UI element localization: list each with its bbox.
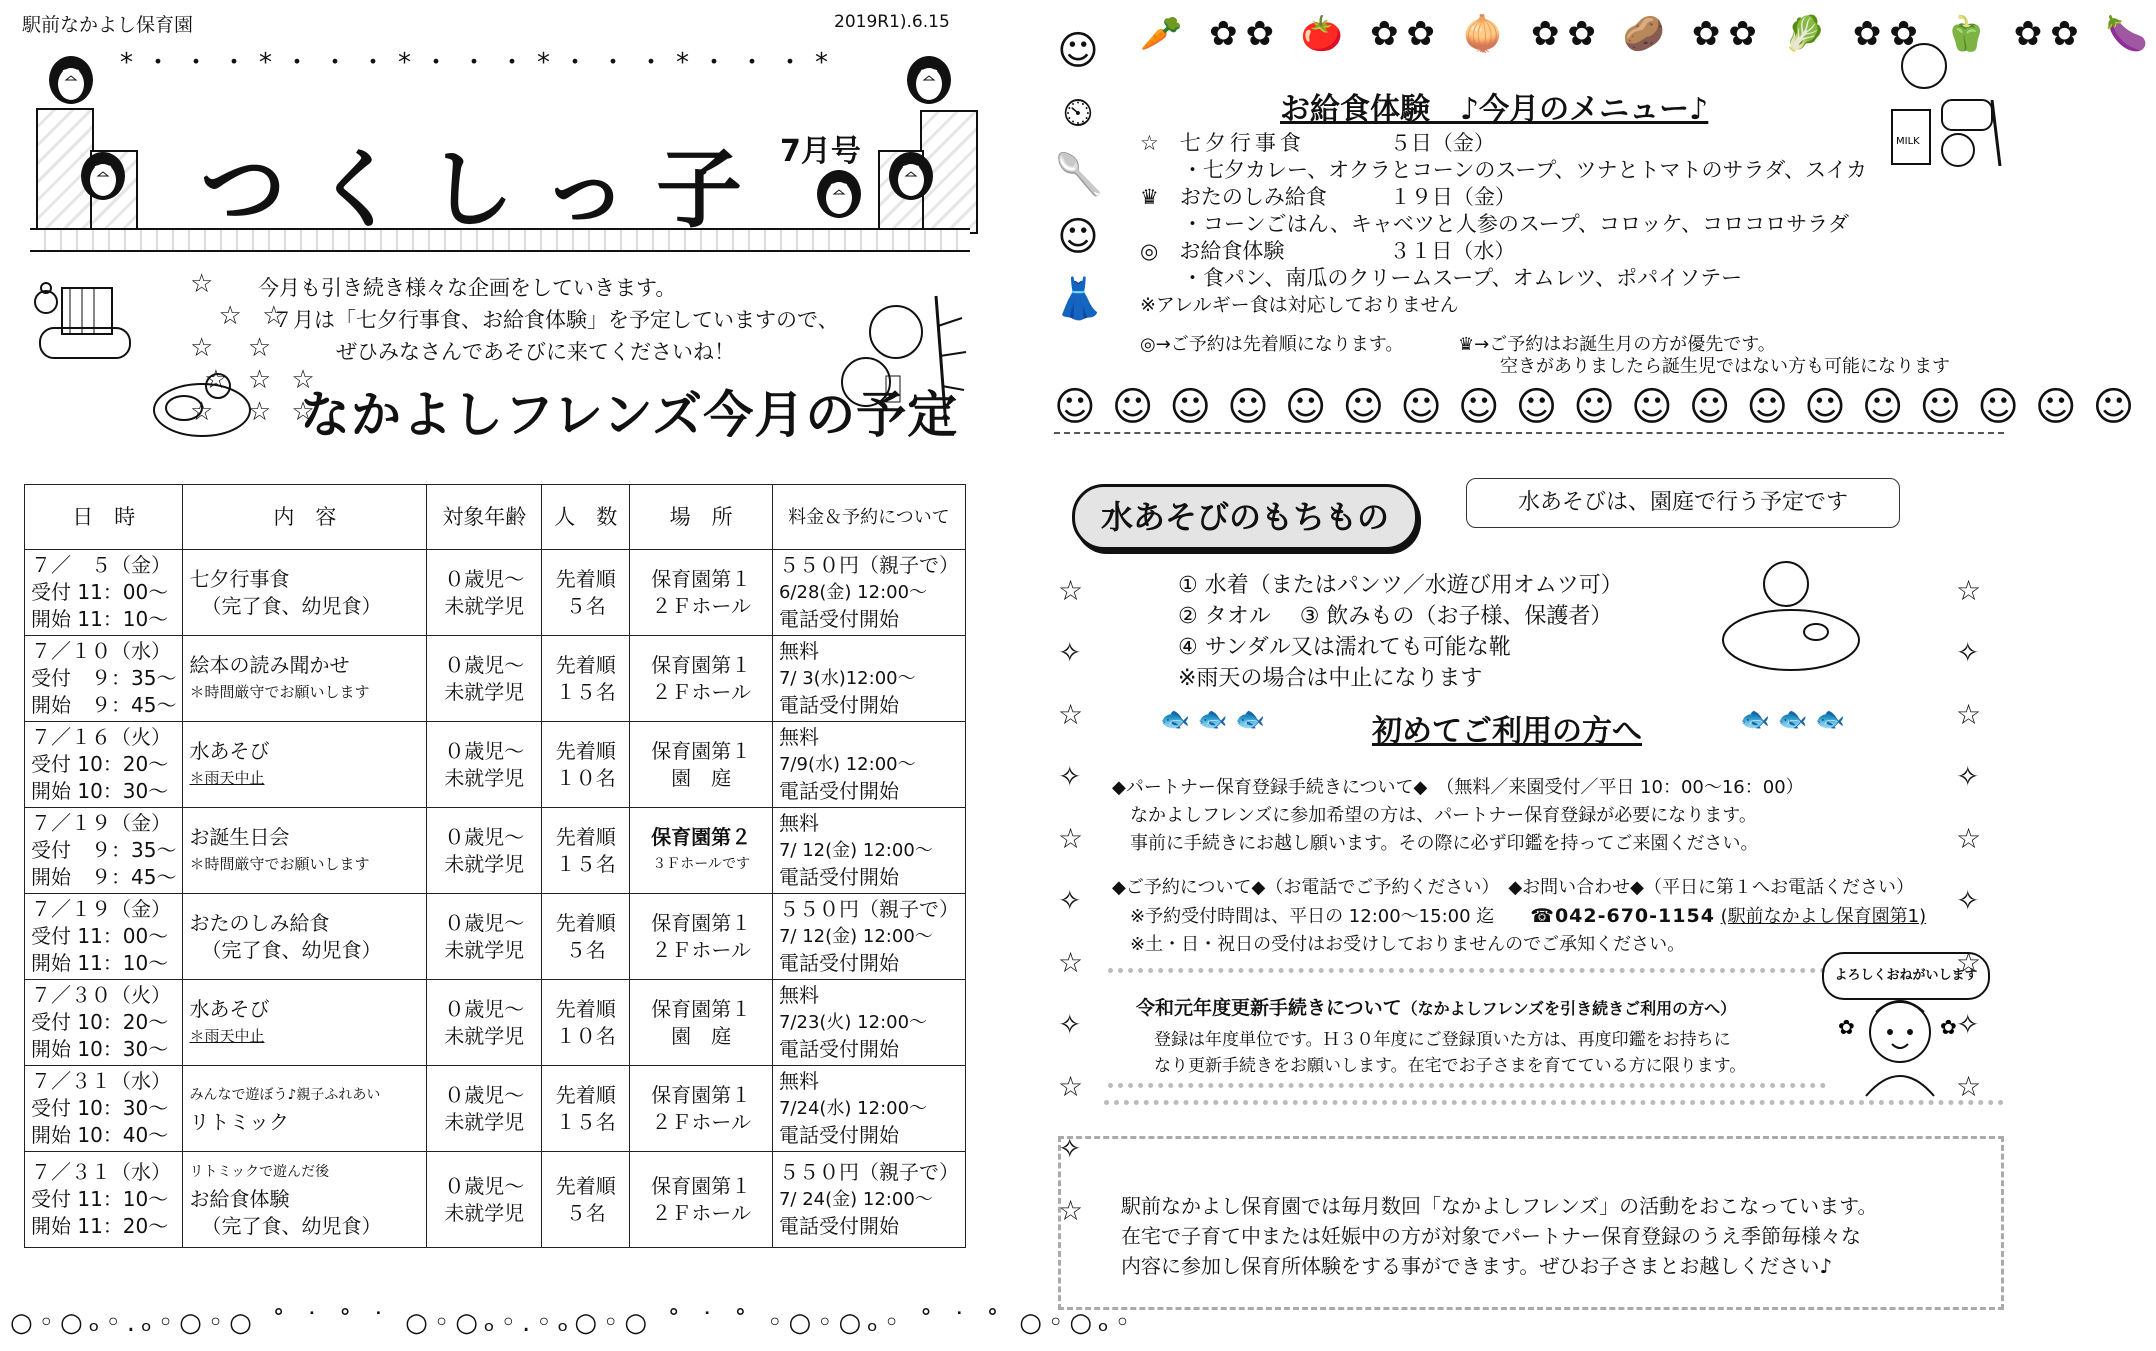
event-name: 水あそび xyxy=(189,738,270,763)
capacity-count: １５名 xyxy=(555,851,616,876)
start-time: 開始 ９：45～ xyxy=(31,865,177,889)
footer-box xyxy=(1058,1136,2004,1310)
reserve-paren: （お電話でご予約ください） xyxy=(1265,877,1491,898)
water-heading: 水あそびのもちもの xyxy=(1072,484,1418,550)
place-name: 保育園第１ xyxy=(651,738,752,763)
menu-item-detail: ・七夕カレー、オクラとコーンのスープ、ツナとトマトのサラダ、スイカ xyxy=(1182,158,1868,182)
booking-start: 7/ 12(金) 12:00～ xyxy=(778,840,933,861)
table-row xyxy=(25,894,966,980)
event-preface: リトミックで遊んだ後 xyxy=(189,1164,330,1180)
penguin-icon xyxy=(42,44,100,106)
intro-line-2: ７月は「七夕行事食、お給食体験」を予定していますので、 xyxy=(272,308,839,332)
date-cell xyxy=(25,722,183,808)
renewal-line-1: 登録は年度単位です。Ｈ３０年度にご登録頂いた方は、再度印鑑をお持ちに xyxy=(1154,1030,1731,1050)
baby-bath-icon xyxy=(1716,550,1866,680)
divider xyxy=(1054,432,2004,434)
contact-paren: （平日に第１へお電話ください） xyxy=(1644,877,1915,898)
date-cell xyxy=(25,894,183,980)
booking-start: 7/ 3(水)12:00～ xyxy=(778,668,916,689)
allergy-note: ※アレルギー食は対応しておりません xyxy=(1140,294,1459,316)
event-name: お誕生日会 xyxy=(189,824,290,849)
age-to: 未就学児 xyxy=(444,679,525,704)
friends-heading: なかよしフレンズ今月の予定 xyxy=(300,386,959,444)
fee-amount: ５５０円（親子で） xyxy=(778,553,959,577)
date-cell xyxy=(25,550,183,636)
capacity-count: ５名 xyxy=(565,937,606,962)
age-to: 未就学児 xyxy=(444,765,525,790)
age-to: 未就学児 xyxy=(444,593,525,618)
fee-cell xyxy=(772,808,965,894)
capacity-count: １０名 xyxy=(555,1023,616,1048)
fish-icons-right: 🐟 🐟 🐟 xyxy=(1740,705,1845,733)
table-header-row xyxy=(25,485,966,550)
capacity-cell xyxy=(542,894,630,980)
place-name: 保育園第１ xyxy=(651,566,752,591)
start-time: 開始 ９：45～ xyxy=(31,693,177,717)
place-name: 保育園第１ xyxy=(651,910,752,935)
reception-time: 受付 ９：35～ xyxy=(31,666,177,690)
event-date: ７／ ５（金） xyxy=(31,553,171,577)
age-from: ０歳児～ xyxy=(444,1173,525,1198)
header-cell: 日 時 xyxy=(25,485,183,550)
renewal-title: 令和元年度更新手続きについて xyxy=(1136,997,1402,1019)
menu-item: ♛ おたのしみ給食 １９日（金） xyxy=(1140,185,1516,209)
capacity-count: １５名 xyxy=(555,1109,616,1134)
capacity-count: １０名 xyxy=(555,765,616,790)
fee-cell xyxy=(772,980,965,1066)
age-from: ０歳児～ xyxy=(444,824,525,849)
svg-text:✿: ✿ xyxy=(1838,1015,1855,1039)
start-time: 開始 10：30～ xyxy=(31,1037,169,1061)
date-cell xyxy=(25,980,183,1066)
capacity-cell xyxy=(542,550,630,636)
issue-date: 2019R1).6.15 xyxy=(834,12,950,32)
place-room: 園 庭 xyxy=(671,765,732,790)
age-to: 未就学児 xyxy=(444,1200,525,1225)
menu-item-detail: ・食パン、南瓜のクリームスープ、オムレツ、ポパイソテー xyxy=(1182,266,1743,290)
content-cell xyxy=(183,980,427,1066)
reception-time: 受付 11：00～ xyxy=(31,924,169,948)
booking-note: 電話受付開始 xyxy=(778,951,899,975)
place-cell xyxy=(630,636,773,722)
place-cell xyxy=(630,894,773,980)
water-item: ※雨天の場合は中止になります xyxy=(1178,666,1483,691)
capacity-rule: 先着順 xyxy=(555,652,616,677)
event-preface: みんなで遊ぼう♪親子ふれあい xyxy=(189,1086,381,1103)
event-name: 絵本の読み聞かせ xyxy=(189,652,350,677)
event-sub: （完了食、幼児食） xyxy=(201,937,382,962)
partner-title: ◆パートナー保育登録手続きについて◆ xyxy=(1112,777,1428,798)
age-to: 未就学児 xyxy=(444,1023,525,1048)
fee-amount: 無料 xyxy=(778,811,819,835)
menu-item: ☆ 七夕行事食 ５日（金） xyxy=(1140,131,1495,155)
place-room: ３Ｆホールです xyxy=(652,855,751,872)
event-date: ７／１９（金） xyxy=(31,897,171,921)
reserve-section xyxy=(1112,874,1926,959)
event-note: ＊雨天中止 xyxy=(189,768,265,787)
capacity-count: ５名 xyxy=(565,1200,606,1225)
renewal-subtitle: （なかよしフレンズを引き続きご利用の方へ） xyxy=(1401,999,1737,1018)
age-cell xyxy=(427,808,542,894)
fee-amount: 無料 xyxy=(778,1069,819,1093)
booking-start: 7/ 12(金) 12:00～ xyxy=(778,926,933,947)
partner-conditions: （無料／来園受付／平日 10：00～16：00） xyxy=(1445,777,1804,798)
org-name: 駅前なかよし保育園 xyxy=(22,14,194,36)
note-crown-2: 空きがありましたら誕生児ではない方も可能になります xyxy=(1500,356,1950,377)
fee-amount: ５５０円（親子で） xyxy=(778,1160,959,1184)
event-date: ７／１０（水） xyxy=(31,639,171,663)
children-row-icon: ☺☺☺☺☺☺☺☺☺☺☺☺☺☺☺☺☺☺☺ xyxy=(1054,384,2151,430)
partner-line-2: 事前に手続きにお越し願います。その際に必ず印鑑を持ってご来園ください。 xyxy=(1130,833,1759,854)
age-from: ０歳児～ xyxy=(444,910,525,935)
header-cell: 内 容 xyxy=(183,485,427,550)
reserve-title: ◆ご予約について◆ xyxy=(1112,877,1266,898)
age-from: ０歳児～ xyxy=(444,566,525,591)
event-name: 七夕行事食 xyxy=(189,566,290,591)
place-name: 保育園第１ xyxy=(651,1173,752,1198)
contact-title: ◆お問い合わせ◆ xyxy=(1508,877,1645,898)
water-item: ② タオル ③ 飲みもの（お子様、保護者） xyxy=(1178,604,1613,629)
table-row xyxy=(25,550,966,636)
food-cluster-icon xyxy=(1888,20,2008,170)
water-items xyxy=(1178,570,1623,694)
start-time: 開始 10：40～ xyxy=(31,1123,169,1147)
place-room: 園 庭 xyxy=(671,1023,732,1048)
fee-amount: 無料 xyxy=(778,725,819,749)
renewal-line-2: なり更新手続きをお願いします。在宅でお子さまを育てている方に限ります。 xyxy=(1154,1056,1747,1076)
place-room: ２Ｆホール xyxy=(651,1109,751,1134)
fee-cell xyxy=(772,636,965,722)
greeting-bubble: よろしくおねがいします xyxy=(1822,952,1990,1000)
booking-note: 電話受付開始 xyxy=(778,1037,899,1061)
menu-list xyxy=(1140,130,1900,319)
age-cell xyxy=(427,894,542,980)
reception-time: 受付 ９：35～ xyxy=(31,838,177,862)
age-cell xyxy=(427,980,542,1066)
reception-time: 受付 11：00～ xyxy=(31,580,169,604)
content-cell xyxy=(183,1066,427,1152)
start-time: 開始 11：20～ xyxy=(31,1214,169,1238)
table-row xyxy=(25,722,966,808)
penguin-icon xyxy=(882,140,940,202)
penguin-icon xyxy=(900,44,958,106)
event-date: ７／３１（水） xyxy=(31,1160,171,1184)
table-row xyxy=(25,980,966,1066)
booking-start: 6/28(金) 12:00～ xyxy=(778,582,928,603)
age-from: ０歳児～ xyxy=(444,652,525,677)
date-cell xyxy=(25,1152,183,1248)
capacity-rule: 先着順 xyxy=(555,1173,616,1198)
event-note: ＊雨天中止 xyxy=(189,1026,265,1045)
place-cell xyxy=(630,1066,773,1152)
booking-note: 電話受付開始 xyxy=(778,1214,899,1238)
event-sub: （完了食、幼児食） xyxy=(201,593,382,618)
tanabata-child-icon xyxy=(20,268,140,378)
age-to: 未就学児 xyxy=(444,851,525,876)
menu-item: ◎ お給食体験 ３１日（水） xyxy=(1140,239,1516,263)
booking-start: 7/23(火) 12:00～ xyxy=(778,1012,928,1033)
start-time: 開始 11：10～ xyxy=(31,951,169,975)
place-cell xyxy=(630,722,773,808)
reception-time: 受付 11：10～ xyxy=(31,1187,169,1211)
place-room: ２Ｆホール xyxy=(651,679,751,704)
capacity-rule: 先着順 xyxy=(555,1082,616,1107)
menu-title: お給食体験 ♪今月のメニュー♪ xyxy=(1280,92,1709,127)
capacity-cell xyxy=(542,1152,630,1248)
booking-note: 電話受付開始 xyxy=(778,865,899,889)
footer-line: 在宅で子育て中または妊娠中の方が対象でパートナー保育登録のうえ季節毎様々な xyxy=(1121,1224,1861,1248)
issue-month: 7月号 xyxy=(780,134,861,169)
capacity-cell xyxy=(542,636,630,722)
age-to: 未就学児 xyxy=(444,937,525,962)
vegetable-border-icon: 🥕 ✿✿ 🍅 ✿✿ 🧅 ✿✿ 🥔 ✿✿ 🥬 ✿✿ 🫑 ✿✿ 🍆 xyxy=(1140,14,2156,54)
place-room: ２Ｆホール xyxy=(651,1200,751,1225)
intro-line-3: ぜひみなさんであそびに来てくださいね！ xyxy=(336,340,735,364)
star-trail-icon: ☆ ☆ ☆ ☆ ☆ ☆ ☆ ☆ ☆ ☆ ☆ xyxy=(190,269,321,427)
age-cell xyxy=(427,722,542,808)
note-crown-1: ♛→ご予約はお誕生月の方が優先です。 xyxy=(1458,334,1776,355)
divider xyxy=(1104,1100,2004,1105)
event-name: お給食体験 xyxy=(189,1187,290,1211)
booking-note: 電話受付開始 xyxy=(778,607,899,631)
capacity-cell xyxy=(542,980,630,1066)
time-note: ※予約受付時間は、平日の 12:00～15:00 迄 xyxy=(1130,906,1495,927)
fee-amount: 無料 xyxy=(778,639,819,663)
content-cell xyxy=(183,1152,427,1248)
capacity-rule: 先着順 xyxy=(555,996,616,1021)
milk-label: MILK xyxy=(1896,136,1920,147)
menu-item-detail: ・コーンごはん、キャベツと人参のスープ、コロッケ、コロコロサラダ xyxy=(1182,212,1849,236)
reception-time: 受付 10：20～ xyxy=(31,752,169,776)
table-row xyxy=(25,1152,966,1248)
penguin-icon xyxy=(74,140,132,202)
phone-place: (駅前なかよし保育園第1) xyxy=(1720,906,1927,927)
booking-note: 電話受付開始 xyxy=(778,1123,899,1147)
date-cell xyxy=(25,636,183,722)
kitchen-icons-column: ☺ ⏲ 🥄 ☺ 👗 xyxy=(1054,28,1104,322)
reception-time: 受付 10：20～ xyxy=(31,1010,169,1034)
date-cell xyxy=(25,808,183,894)
capacity-count: ５名 xyxy=(565,593,606,618)
footer-line: 内容に参加し保育所体験をする事ができます。ぜひお子さまとお越しください♪ xyxy=(1121,1254,1833,1278)
event-name: リトミック xyxy=(189,1109,290,1134)
content-cell xyxy=(183,550,427,636)
renewal-box xyxy=(1108,968,1826,1088)
place-cell xyxy=(630,808,773,894)
booking-start: 7/ 24(金) 12:00～ xyxy=(778,1189,933,1210)
header-cell: 対象年齢 xyxy=(427,485,542,550)
capacity-count: １５名 xyxy=(555,679,616,704)
masthead-star-row: *・・・*・・・*・・・*・・・*・・・* xyxy=(120,48,841,78)
header-cell: 場 所 xyxy=(630,485,773,550)
first-time-heading: 初めてご利用の方へ xyxy=(1372,714,1642,749)
reception-time: 受付 10：30～ xyxy=(31,1096,169,1120)
fish-icons-left: 🐟 🐟 🐟 xyxy=(1160,705,1265,733)
capacity-rule: 先着順 xyxy=(555,566,616,591)
note-circle: ◎→ご予約は先着順になります。 xyxy=(1140,334,1404,355)
intro-line-1: 今月も引き続き様々な企画をしていきます。 xyxy=(258,276,677,300)
table-row xyxy=(25,1066,966,1152)
schedule-table xyxy=(24,484,966,1248)
start-time: 開始 11：10～ xyxy=(31,607,169,631)
date-cell xyxy=(25,1066,183,1152)
booking-start: 7/24(水) 12:00～ xyxy=(778,1098,928,1119)
header-cell: 料金＆予約について xyxy=(772,485,965,550)
fee-cell xyxy=(772,1066,965,1152)
bottom-dot-border: ○◦○ₒ◦.ₒ◦○◦○ ˚ ˙ ˚ ˙ ○◦○ₒ◦.◦ₒ○◦○ ˚ ˙ ˚ ◦○◦○ₒ◦ ˚ ˙ ˚ ○◦○ₒ◦ xyxy=(10,1308,1137,1338)
shooting-star-border-left: ☆ ✧ ☆ ✧ ☆ ✧ ☆ ✧ ☆ ✧ ☆ xyxy=(1058,574,1084,1227)
start-time: 開始 10：30～ xyxy=(31,779,169,803)
booking-note: 電話受付開始 xyxy=(778,693,899,717)
water-item: ① 水着（またはパンツ／水遊び用オムツ可） xyxy=(1178,573,1623,598)
event-note: ＊時間厳守でお願いします xyxy=(189,854,370,873)
shooting-star-border-right: ☆ ✧ ☆ ✧ ☆ ✧ ☆ ✧ ☆ xyxy=(1956,574,1982,1103)
event-sub: （完了食、幼児食） xyxy=(201,1214,382,1238)
age-from: ０歳児～ xyxy=(444,996,525,1021)
event-date: ７／３０（火） xyxy=(31,983,171,1007)
cow-child-icon xyxy=(148,360,256,440)
place-cell xyxy=(630,980,773,1066)
event-name: 水あそび xyxy=(189,996,270,1021)
capacity-rule: 先着順 xyxy=(555,824,616,849)
booking-start: 7/9(水) 12:00～ xyxy=(778,754,916,775)
capacity-rule: 先着順 xyxy=(555,738,616,763)
fee-cell xyxy=(772,1152,965,1248)
capacity-cell xyxy=(542,1066,630,1152)
place-name: 保育園第２ xyxy=(651,824,752,849)
content-cell xyxy=(183,808,427,894)
fee-cell xyxy=(772,722,965,808)
fee-amount: ５５０円（親子で） xyxy=(778,897,959,921)
event-name: おたのしみ給食 xyxy=(189,910,330,935)
content-cell xyxy=(183,894,427,980)
fee-cell xyxy=(772,894,965,980)
phone-number: ☎042-670-1154 xyxy=(1530,905,1715,927)
header-cell: 人 数 xyxy=(542,485,630,550)
age-cell xyxy=(427,1066,542,1152)
age-cell xyxy=(427,1152,542,1248)
age-to: 未就学児 xyxy=(444,1109,525,1134)
capacity-cell xyxy=(542,722,630,808)
booking-note: 電話受付開始 xyxy=(778,779,899,803)
fee-amount: 無料 xyxy=(778,983,819,1007)
content-cell xyxy=(183,722,427,808)
place-cell xyxy=(630,1152,773,1248)
water-item: ④ サンダル又は濡れても可能な靴 xyxy=(1178,635,1511,660)
partner-line-1: なかよしフレンズに参加希望の方は、パートナー保育登録が必要になります。 xyxy=(1130,805,1757,826)
age-cell xyxy=(427,550,542,636)
event-note: ＊時間厳守でお願いします xyxy=(189,682,370,701)
table-row xyxy=(25,808,966,894)
place-room: ２Ｆホール xyxy=(651,937,751,962)
svg-text:✿: ✿ xyxy=(1940,1015,1957,1039)
place-cell xyxy=(630,550,773,636)
event-date: ７／１６（火） xyxy=(31,725,171,749)
fee-cell xyxy=(772,550,965,636)
water-place-note: 水あそびは、園庭で行う予定です xyxy=(1466,478,1900,528)
newsletter-title: つくしっ子 xyxy=(200,140,770,240)
age-cell xyxy=(427,636,542,722)
capacity-rule: 先着順 xyxy=(555,910,616,935)
capacity-cell xyxy=(542,808,630,894)
age-from: ０歳児～ xyxy=(444,1082,525,1107)
event-date: ７／３１（水） xyxy=(31,1069,171,1093)
event-date: ７／１９（金） xyxy=(31,811,171,835)
place-name: 保育園第１ xyxy=(651,1082,752,1107)
content-cell xyxy=(183,636,427,722)
age-from: ０歳児～ xyxy=(444,738,525,763)
place-room: ２Ｆホール xyxy=(651,593,751,618)
teacher-icon xyxy=(1836,994,1966,1098)
table-row xyxy=(25,636,966,722)
place-name: 保育園第１ xyxy=(651,652,752,677)
place-name: 保育園第１ xyxy=(651,996,752,1021)
footer-line: 駅前なかよし保育園では毎月数回「なかよしフレンズ」の活動をおこなっています。 xyxy=(1121,1194,1878,1218)
closed-note: ※土・日・祝日の受付はお受けしておりませんのでご承知ください。 xyxy=(1130,934,1686,955)
partner-section xyxy=(1112,774,1804,858)
